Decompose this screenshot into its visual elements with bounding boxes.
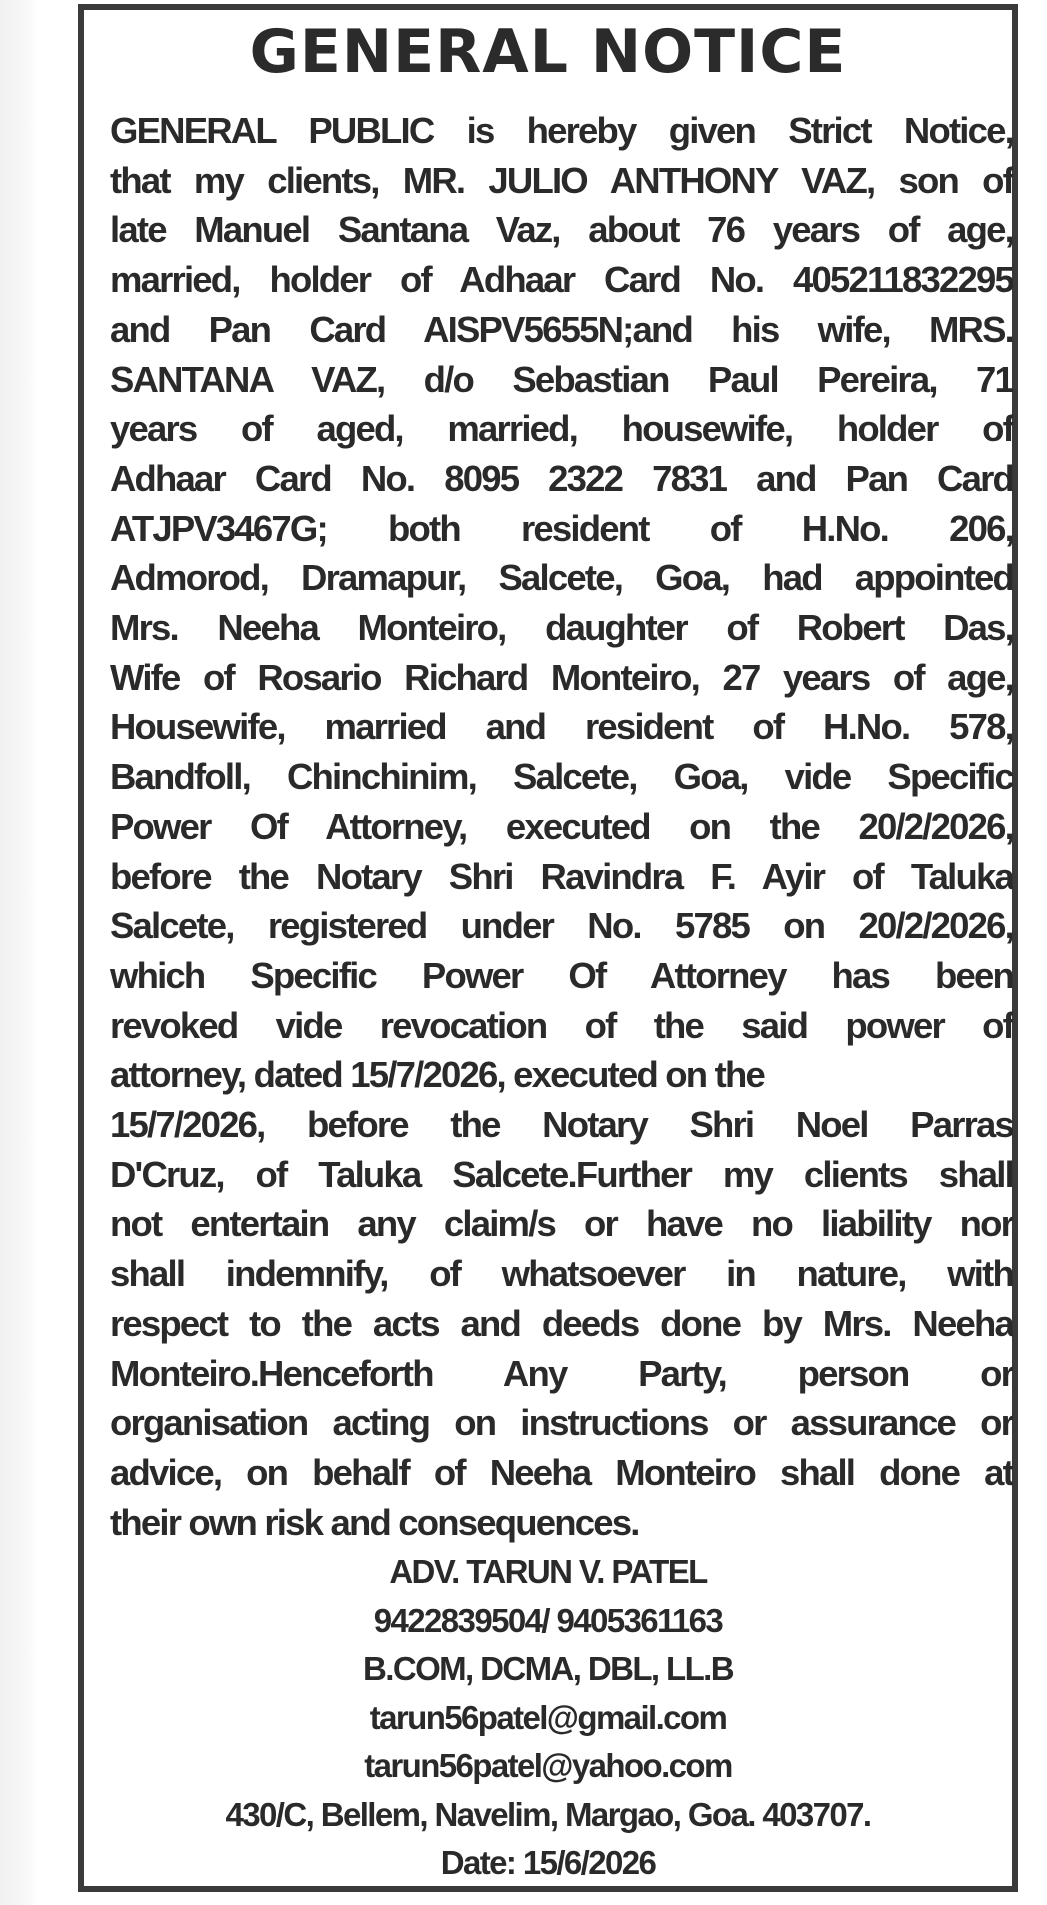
body-line: not entertain any claim/s or have no liability nor (110, 1203, 1013, 1245)
body-line: that my clients, MR. JULIO ANTHONY VAZ, son of (110, 159, 1013, 201)
body-line: which Specific Power Of Attorney has been (110, 954, 1013, 996)
body-line: 15/7/2026, before the Notary Shri Noel Parras (110, 1104, 1013, 1146)
notice-date: Date: 15/6/2026 (440, 1844, 656, 1881)
body-line: respect to the acts and deeds done by Mrs. Neeha (110, 1302, 1013, 1344)
body-line: and Pan Card AISPV5655N;and his wife, MRS. (110, 308, 1013, 350)
body-line: Adhaar Card No. 8095 2322 7831 and Pan Card (110, 457, 1013, 499)
body-line: late Manuel Santana Vaz, about 76 years of age, (110, 209, 1013, 251)
body-line: shall indemnify, of whatsoever in nature, with (110, 1253, 1013, 1295)
signature-block (84, 1548, 1012, 1888)
body-line: Power Of Attorney, executed on the 20/2/2026, (110, 805, 1013, 847)
advocate-qualifications: B.COM, DCMA, DBL, LL.B (363, 1650, 733, 1687)
body-line: revoked vide revocation of the said power of (110, 1004, 1013, 1046)
notice-title: GENERAL NOTICE (249, 17, 847, 87)
body-line: Bandfoll, Chinchinim, Salcete, Goa, vide Specific (110, 756, 1013, 798)
body-line: organisation acting on instructions or assurance or (110, 1402, 1013, 1444)
advocate-name: ADV. TARUN V. PATEL (389, 1553, 707, 1590)
body-line: married, holder of Adhaar Card No. 405211832295 (110, 259, 1013, 301)
body-line: GENERAL PUBLIC is hereby given Strict Notice, (110, 110, 1013, 151)
advocate-phones: 9422839504/ 9405361163 (373, 1601, 723, 1639)
body-line: years of aged, married, housewife, holder of (110, 408, 1013, 450)
body-line: Salcete, registered under No. 5785 on 20/2/2026, (110, 905, 1013, 947)
body-line: Monteiro.Henceforth Any Party, person or (110, 1352, 1013, 1394)
body-line: Wife of Rosario Richard Monteiro, 27 years of age, (110, 656, 1013, 698)
page-edge-shadow (0, 0, 38, 1905)
notice-body (110, 106, 1013, 1547)
body-line: D'Cruz, of Taluka Salcete.Further my clients shall (110, 1153, 1013, 1195)
advocate-email-gmail: tarun56patel@gmail.com (369, 1698, 727, 1736)
body-line: Mrs. Neeha Monteiro, daughter of Robert Das, (110, 607, 1013, 649)
body-line: attorney, dated 15/7/2026, executed on the (110, 1054, 764, 1096)
body-line: Admorod, Dramapur, Salcete, Goa, had appointed (110, 557, 1013, 599)
body-line: ATJPV3467G; both resident of H.No. 206, (110, 507, 1013, 549)
body-line: before the Notary Shri Ravindra F. Ayir of Taluka (110, 855, 1013, 897)
body-line: their own risk and consequences. (110, 1501, 639, 1543)
body-line: SANTANA VAZ, d/o Sebastian Paul Pereira, 71 (110, 358, 1013, 400)
body-line: Housewife, married and resident of H.No. 578, (110, 706, 1013, 748)
body-line: advice, on behalf of Neeha Monteiro shall done at (110, 1451, 1013, 1493)
advocate-email-yahoo: tarun56patel@yahoo.com (364, 1747, 732, 1784)
advocate-address: 430/C, Bellem, Navelim, Margao, Goa. 403707. (225, 1795, 871, 1833)
notice-box (78, 4, 1018, 1892)
